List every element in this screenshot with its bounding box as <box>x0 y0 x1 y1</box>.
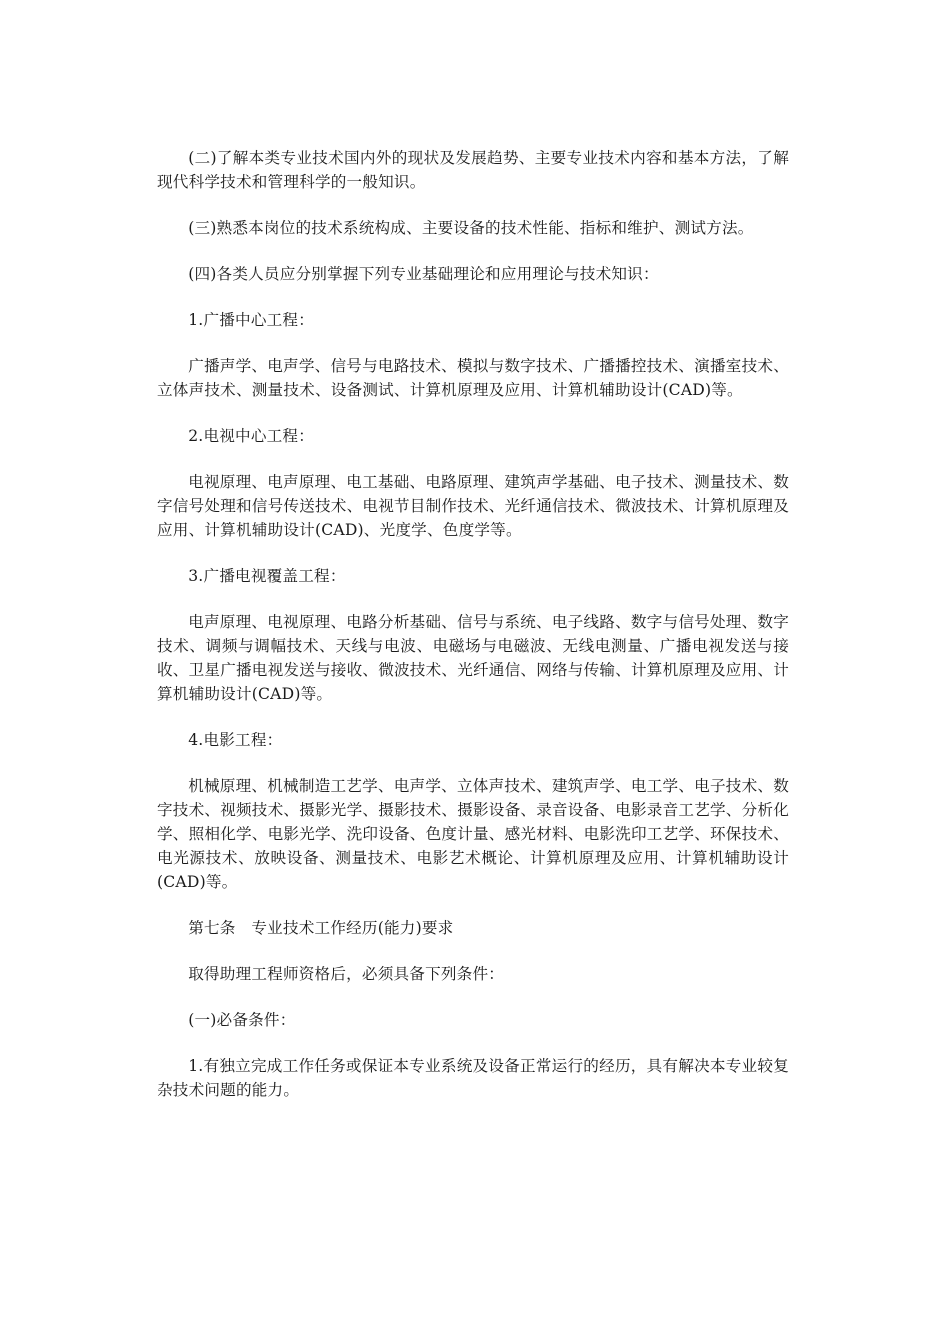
paragraph-tv-center-topics: 电视原理、电声原理、电工基础、电路原理、建筑声学基础、电子技术、测量技术、数字信号处理和信号传送技术、电视节目制作技术、光纤通信技术、微波技术、计算机原理及应用、计算机辅助设计(CAD)、光度学、色度学等。 <box>157 473 789 539</box>
article-seven-title: 第七条 专业技术工作经历(能力)要求 <box>188 919 454 937</box>
paragraph-conditions-intro: 取得助理工程师资格后，必须具备下列条件： <box>188 965 505 983</box>
paragraph-system-familiarity: (三)熟悉本岗位的技术系统构成、主要设备的技术性能、指标和维护、测试方法。 <box>188 219 754 237</box>
paragraph-condition-one: 1.有独立完成工作任务或保证本专业系统及设备正常运行的经历，具有解决本专业较复杂技术问题的能力。 <box>157 1057 789 1099</box>
document-body <box>157 146 789 1124</box>
paragraph-theory-requirements: (四)各类人员应分别掌握下列专业基础理论和应用理论与技术知识： <box>188 265 659 283</box>
heading-tv-center: 2.电视中心工程： <box>188 427 315 445</box>
paragraph-broadcast-center-topics: 广播声学、电声学、信号与电路技术、模拟与数字技术、广播播控技术、演播室技术、立体声技术、测量技术、设备测试、计算机原理及应用、计算机辅助设计(CAD)等。 <box>157 357 789 399</box>
heading-required-conditions: (一)必备条件： <box>188 1011 296 1029</box>
paragraph-coverage-topics: 电声原理、电视原理、电路分析基础、信号与系统、电子线路、数字与信号处理、数字技术、调频与调幅技术、天线与电波、电磁场与电磁波、无线电测量、广播电视发送与接收、卫星广播电视发送与接收、微波技术、光纤通信、网络与传输、计算机原理及应用、计算机辅助设计(CAD)等。 <box>157 613 789 703</box>
paragraph-knowledge-overview: (二)了解本类专业技术国内外的现状及发展趋势、主要专业技术内容和基本方法，了解现代科学技术和管理科学的一般知识。 <box>157 149 789 191</box>
heading-coverage-engineering: 3.广播电视覆盖工程： <box>188 567 346 585</box>
heading-broadcast-center: 1.广播中心工程： <box>188 311 315 329</box>
paragraph-film-topics: 机械原理、机械制造工艺学、电声学、立体声技术、建筑声学、电工学、电子技术、数字技术、视频技术、摄影光学、摄影技术、摄影设备、录音设备、电影录音工艺学、分析化学、照相化学、电影光学、洗印设备、色度计量、感光材料、电影洗印工艺学、环保技术、电光源技术、放映设备、测量技术、电影艺术概论、计算机原理及应用、计算机辅助设计(CAD)等。 <box>157 777 789 891</box>
heading-film-engineering: 4.电影工程： <box>188 731 283 749</box>
